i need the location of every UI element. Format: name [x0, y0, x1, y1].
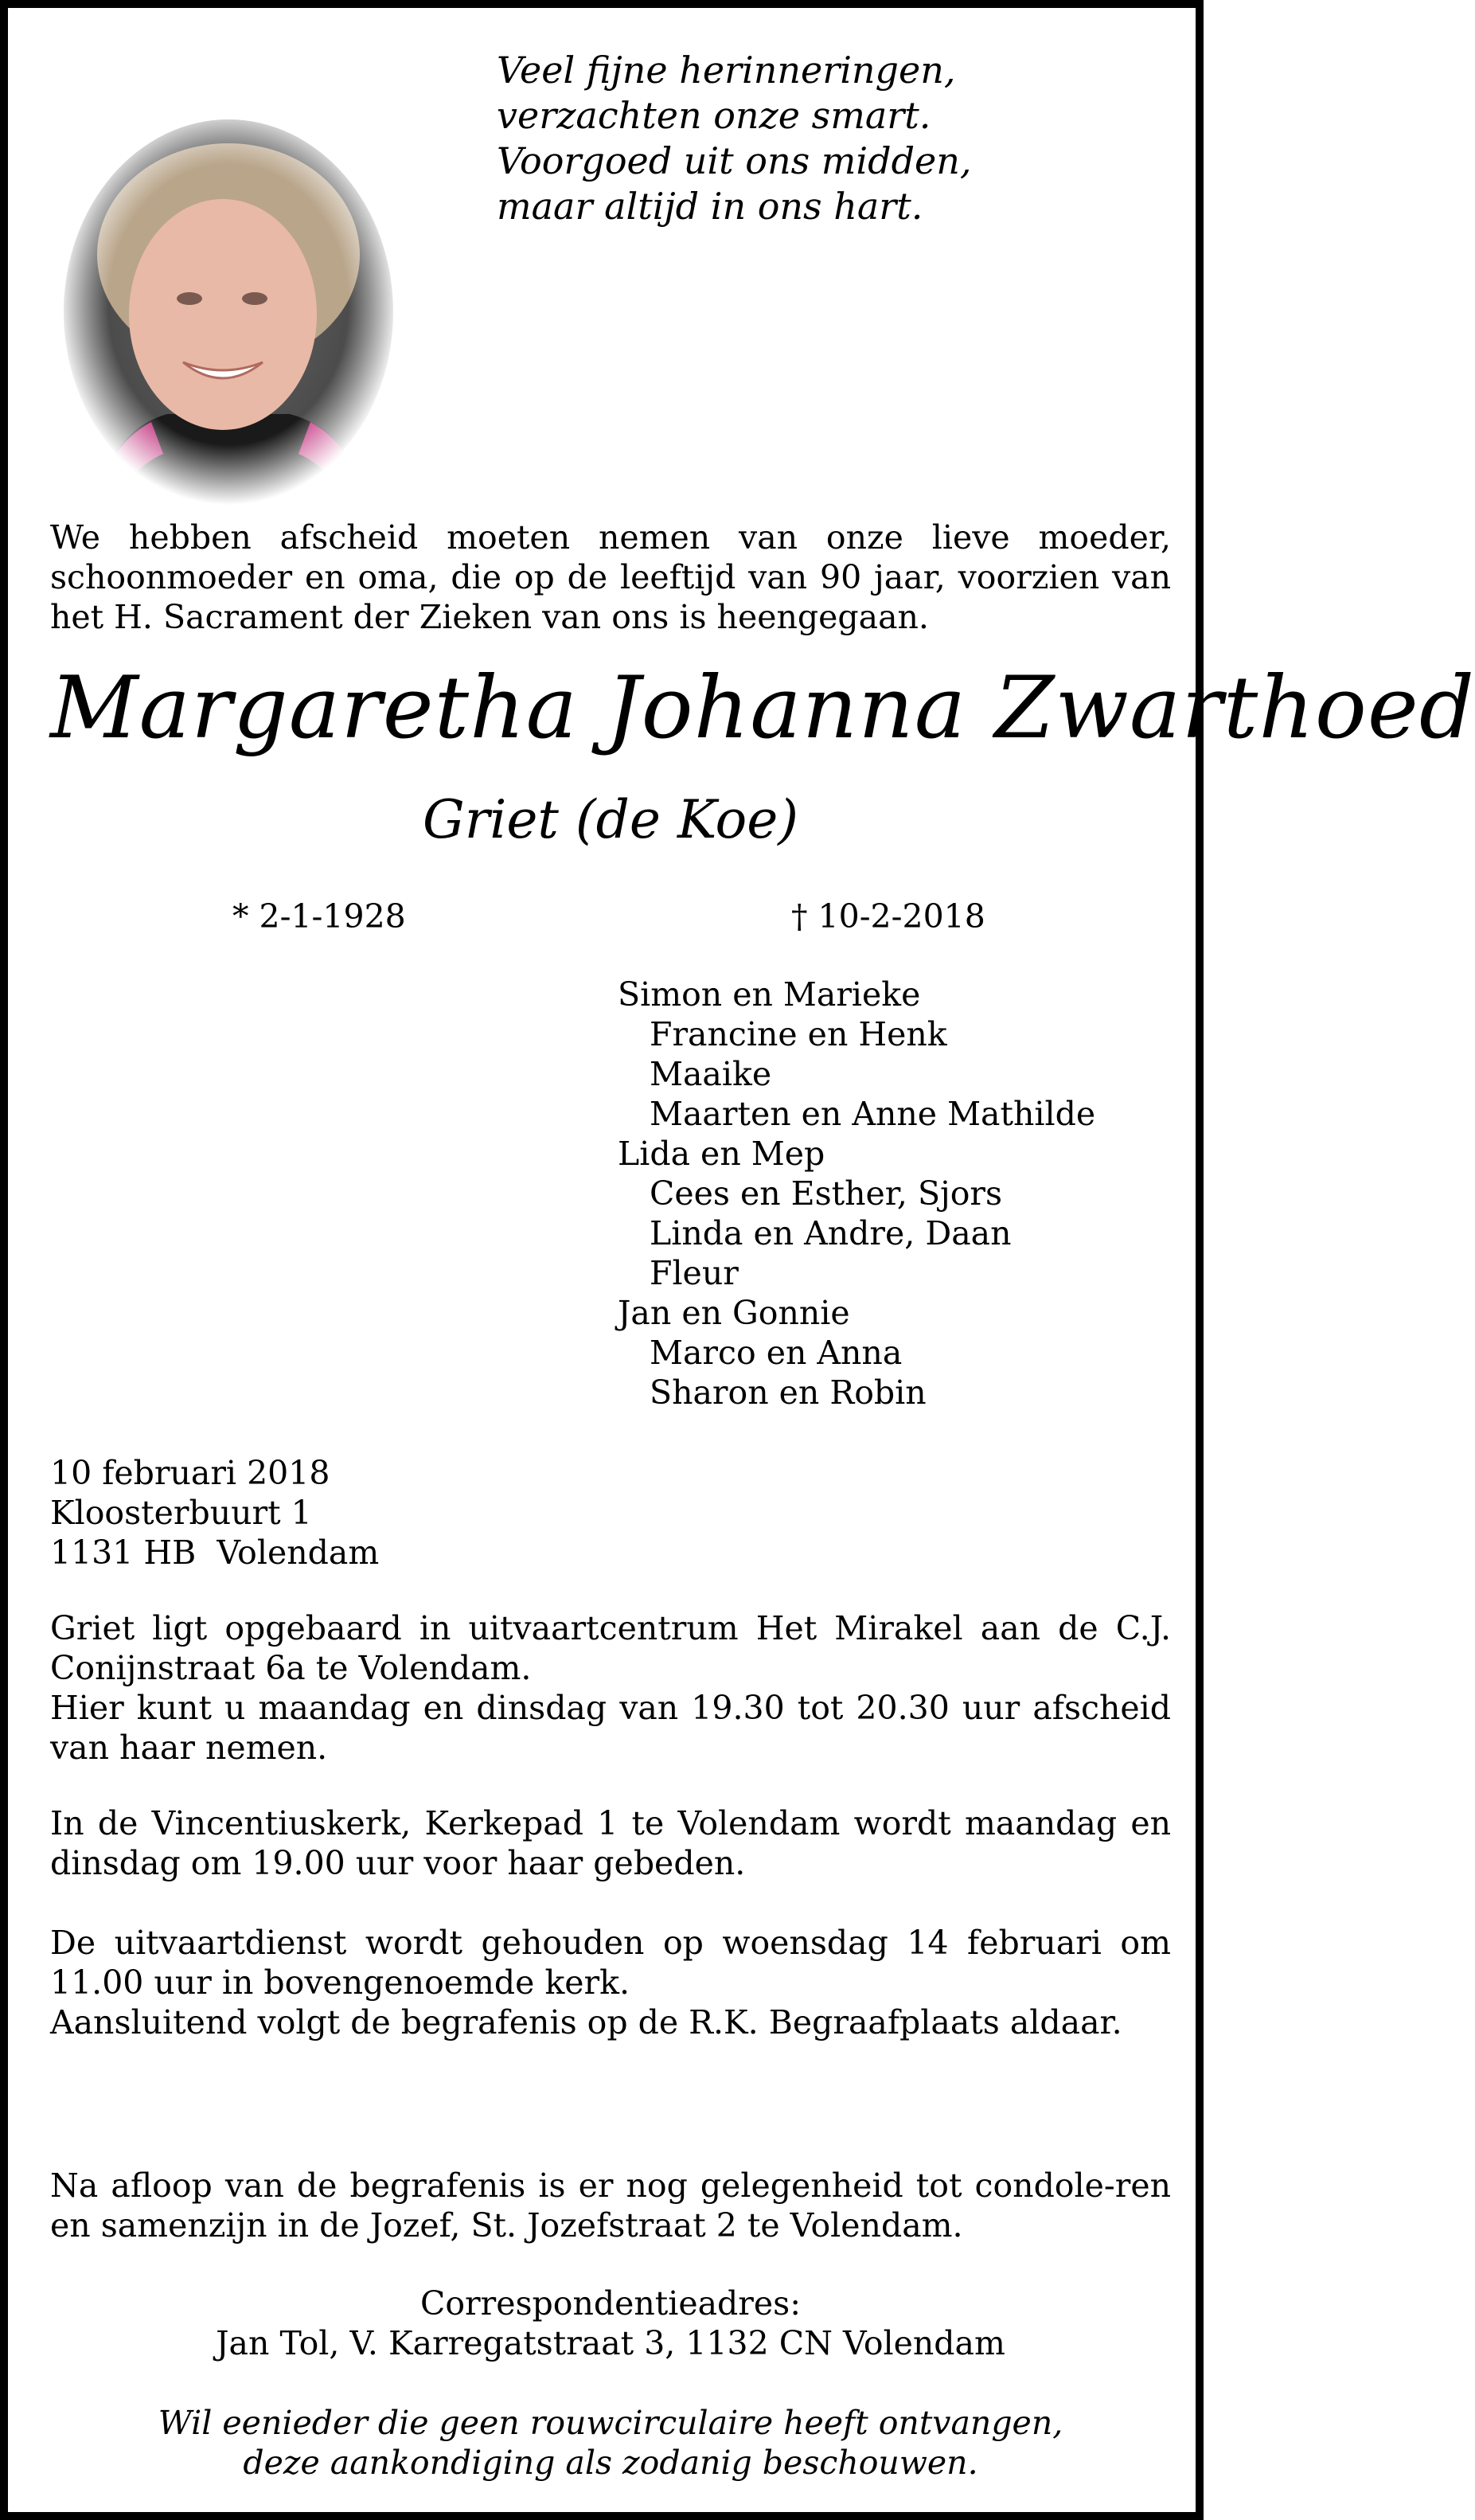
burial-text: Aansluitend volgt de begrafenis op de R.K. Begraafplaats aldaar. — [50, 2003, 1122, 2041]
birth-date: * 2-1-1928 — [232, 897, 406, 936]
service-text: De uitvaartdienst wordt gehouden op woensdag 14 februari om 11.00 uur in bovengenoemde kerk. — [50, 1924, 1171, 2002]
poem-line: verzachten onze smart. — [497, 94, 931, 137]
family-member: Simon en Marieke — [618, 975, 921, 1014]
poem-line: maar altijd in ons hart. — [497, 185, 923, 228]
family-member: Sharon en Robin — [650, 1373, 927, 1412]
family-member: Francine en Henk — [650, 1015, 947, 1053]
family-member: Fleur — [650, 1254, 739, 1292]
intro-text: We hebben afscheid moeten nemen van onze lieve moeder, schoonmoeder en oma, die op de leeftijd van 90 jaar, voorzien van het H. Sacrament der Zieken van ons is heengegaan. — [50, 518, 1171, 636]
condolence-text: Na afloop van de begrafenis is er nog gelegenheid tot condole-ren en samenzijn in de Jozef, St. Jozefstraat 2 te Volendam. — [50, 2166, 1171, 2245]
poem-line: Veel fijne herinneringen, — [497, 49, 956, 92]
laid-out-text: Griet ligt opgebaard in uitvaartcentrum Het Mirakel aan de C.J. Conijnstraat 6a te Volendam. — [50, 1609, 1171, 1687]
photo-vignette — [64, 119, 393, 505]
poem — [497, 48, 1134, 229]
family-member: Maaike — [650, 1055, 772, 1093]
family-member: Linda en Andre, Daan — [650, 1214, 1012, 1252]
family-list — [618, 975, 1095, 1412]
closing-note — [50, 2403, 1171, 2483]
correspondence-address — [50, 2284, 1171, 2363]
portrait-illustration — [64, 119, 393, 505]
prayer-paragraph — [50, 1803, 1171, 1883]
family-member: Cees en Esther, Sjors — [650, 1174, 1003, 1213]
deceased-name: Margaretha Johanna Zwarthoed — [50, 658, 1475, 758]
visiting-text: Hier kunt u maandag en dinsdag van 19.30 tot 20.30 uur afscheid van haar nemen. — [50, 1689, 1171, 1767]
closing-line: deze aankondiging als zodanig beschouwen. — [243, 2444, 978, 2482]
family-member: Lida en Mep — [618, 1135, 825, 1173]
address-street: Kloosterbuurt 1 — [50, 1494, 312, 1532]
closing-line: Wil eenieder die geen rouwcirculaire heeft ontvangen, — [158, 2404, 1063, 2442]
condolence-paragraph — [50, 2166, 1171, 2245]
family-member: Marco en Anna — [650, 1334, 903, 1372]
address-postal: 1131 HB Volendam — [50, 1533, 380, 1572]
service-paragraph — [50, 1923, 1171, 2042]
family-member: Maarten en Anne Mathilde — [650, 1095, 1096, 1133]
death-date: † 10-2-2018 — [791, 897, 985, 936]
deceased-nickname: Griet (de Koe) — [422, 789, 799, 850]
home-address — [50, 1453, 379, 1573]
address-date: 10 februari 2018 — [50, 1454, 330, 1492]
family-member: Jan en Gonnie — [618, 1294, 850, 1332]
laid-out-paragraph — [50, 1608, 1171, 1768]
correspondence-label: Correspondentieadres: — [419, 2284, 802, 2323]
poem-line: Voorgoed uit ons midden, — [497, 139, 972, 182]
prayer-text: In de Vincentiuskerk, Kerkepad 1 te Volendam wordt maandag en dinsdag om 19.00 uur voor haar gebeden. — [50, 1804, 1171, 1882]
portrait-photo — [64, 119, 393, 505]
correspondence-text: Jan Tol, V. Karregatstraat 3, 1132 CN Volendam — [216, 2324, 1005, 2362]
